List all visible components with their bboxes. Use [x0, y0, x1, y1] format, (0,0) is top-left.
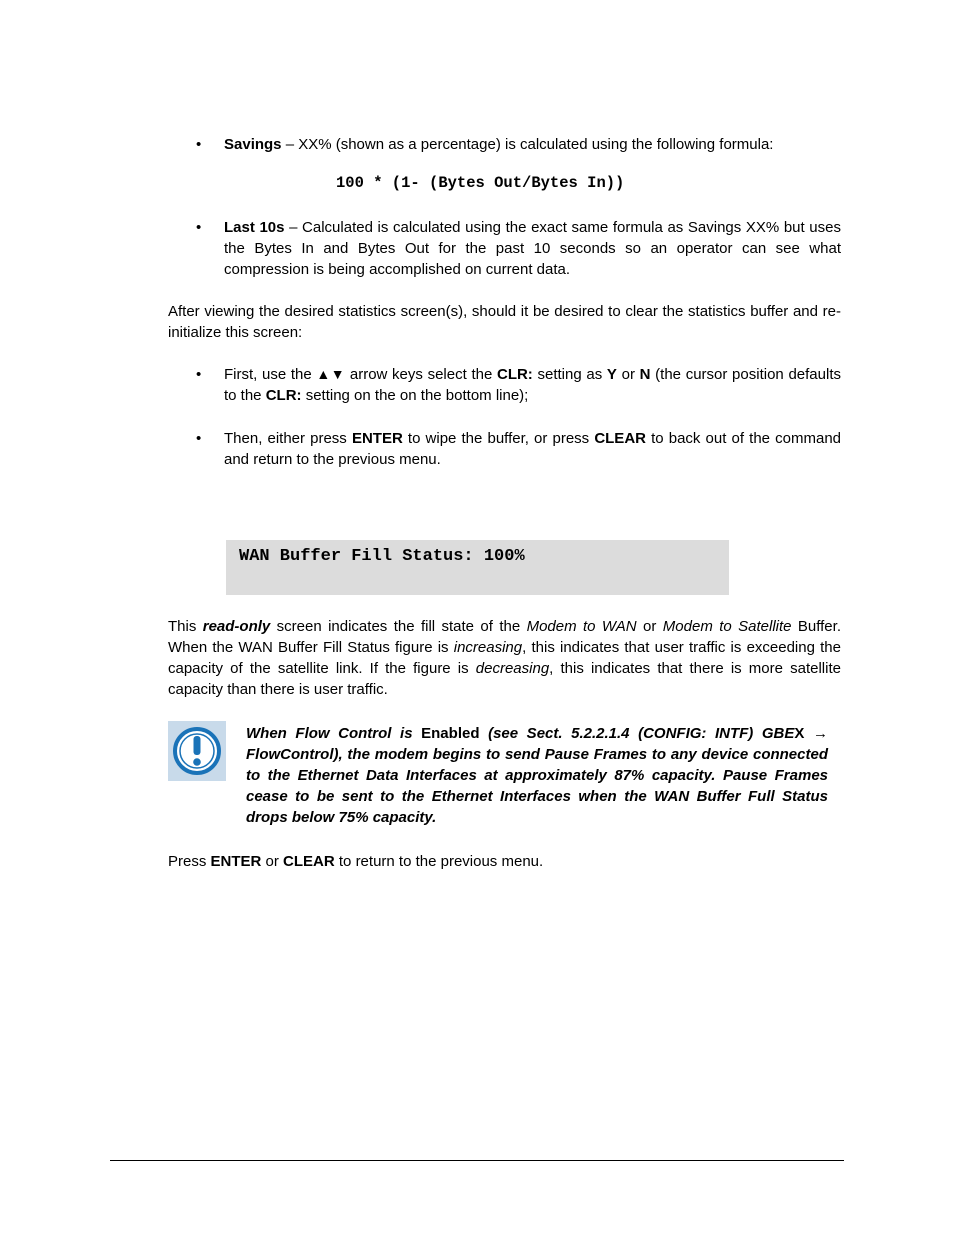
- y-keyword: Y: [606, 366, 617, 383]
- savings-bullet-text: [224, 134, 841, 155]
- text-run: arrow keys select the: [345, 366, 497, 383]
- last10s-description: – Calculated is calculated using the exact same formula as Savings XX% but uses the Bytes In and Bytes Out for the past 10 seconds so an operator can see what compression is being accomplished on current data.: [224, 219, 841, 278]
- n-keyword: N: [639, 366, 651, 383]
- text-run: setting on the on the bottom line);: [301, 387, 529, 404]
- x-keyword: X: [794, 725, 805, 742]
- text-run: Press: [168, 853, 211, 870]
- clear-keyword: CLEAR: [594, 430, 646, 447]
- text-run: to return to the previous menu.: [334, 853, 544, 870]
- clr-keyword: CLR:: [265, 387, 302, 404]
- readonly-emphasis: read-only: [202, 618, 271, 635]
- press-paragraph: [168, 851, 841, 872]
- text-run: When Flow Control is: [246, 725, 422, 742]
- bullet-dot: •: [196, 366, 202, 383]
- after-viewing-paragraph: After viewing the desired statistics screen(s), should it be desired to clear the statistics buffer and re-initialize this screen:: [168, 303, 841, 341]
- clr-keyword: CLR:: [496, 366, 533, 383]
- savings-label: Savings: [224, 136, 282, 153]
- text-run: to back out of the command and return to the previous menu.: [224, 430, 841, 468]
- text-run: or: [636, 618, 663, 635]
- footer-divider: [110, 1160, 844, 1161]
- text-run: First, use the: [224, 366, 317, 383]
- text-run: or: [616, 366, 640, 383]
- text-run: This: [168, 618, 203, 635]
- lcd-screen-box: [226, 540, 729, 595]
- last10s-bullet-text: [224, 217, 841, 280]
- enter-keyword: ENTER: [210, 853, 262, 870]
- bullet-dot: •: [196, 136, 202, 153]
- text-run: screen indicates the fill state of the: [270, 618, 527, 635]
- then-bullet-text: [224, 428, 841, 470]
- modem-to-wan-text: Modem to WAN: [526, 618, 637, 635]
- increasing-text: increasing: [453, 639, 523, 656]
- last10s-label: Last 10s: [224, 219, 285, 236]
- text-run: Buffer. When the WAN Buffer Fill Status figure is: [168, 618, 841, 656]
- savings-description: – XX% (shown as a percentage) is calculated using the following formula:: [281, 136, 774, 153]
- text-run: setting as: [532, 366, 607, 383]
- arrow-keys-icon: ▲▼: [316, 366, 346, 382]
- savings-formula: 100 * (1- (Bytes Out/Bytes In)): [336, 174, 625, 192]
- exclamation-circle-icon-svg: [168, 721, 226, 781]
- lcd-screen-text: WAN Buffer Fill Status: 100%: [239, 547, 525, 566]
- text-run: to wipe the buffer, or press: [402, 430, 595, 447]
- first-bullet-text: [224, 364, 841, 406]
- text-run: Then, either press: [224, 430, 352, 447]
- bullet-dot: •: [196, 430, 202, 447]
- bullet-dot: •: [196, 219, 202, 236]
- text-run: or: [261, 853, 284, 870]
- flow-control-note: [246, 723, 828, 828]
- text-run: FlowControl), the modem begins to send Pause Frames to any device connected to the Ethernet Data Interfaces at approximately 87% capacity. Pause Frames cease to be sent to the Ethernet Interfaces when the WAN Buffer Full Status drops below 75% capacity.: [246, 746, 828, 826]
- decreasing-text: decreasing: [475, 660, 550, 677]
- text-run: , this indicates that there is more satellite capacity than there is user traffic.: [168, 660, 841, 698]
- enter-keyword: ENTER: [351, 430, 403, 447]
- enabled-keyword: Enabled: [421, 725, 480, 742]
- clear-keyword: CLEAR: [283, 853, 335, 870]
- text-run: (the cursor position defaults to the: [224, 366, 841, 404]
- right-arrow-icon: →: [804, 725, 828, 742]
- text-run: , this indicates that user traffic is exceeding the capacity of the satellite link. If the figure is: [168, 639, 841, 677]
- text-run: (see Sect. 5.2.2.1.4 (CONFIG: INTF) GBE: [479, 725, 795, 742]
- modem-to-satellite-text: Modem to Satellite: [662, 618, 792, 635]
- exclamation-circle-icon: [168, 721, 226, 781]
- readonly-paragraph: [168, 616, 841, 700]
